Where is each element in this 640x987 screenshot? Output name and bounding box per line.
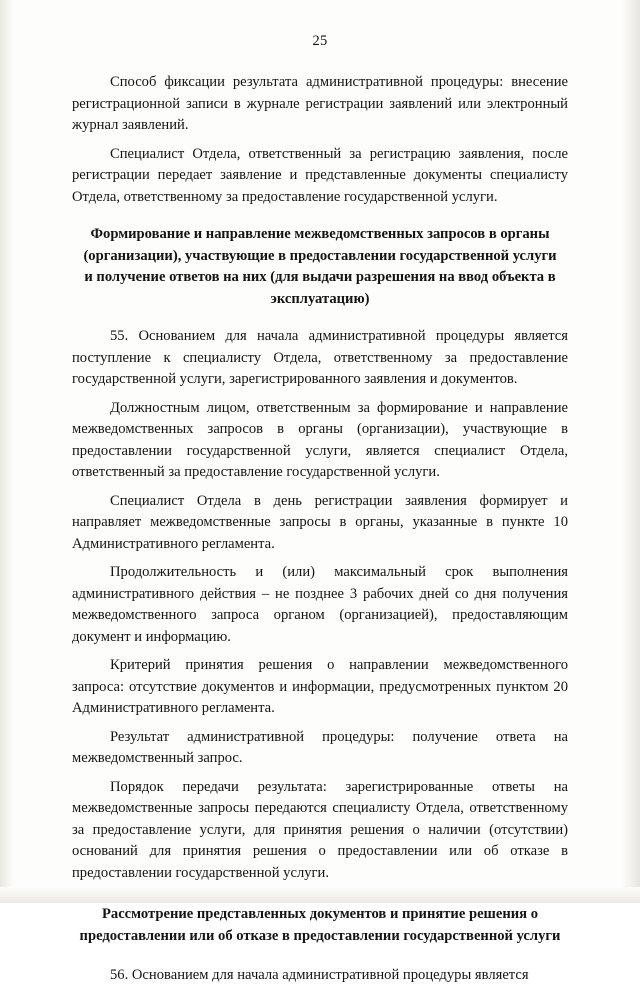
- scan-edge-right: [622, 0, 640, 903]
- paragraph-procedure-result: Результат административной процедуры: получение ответа на межведомственный запрос.: [72, 728, 568, 766]
- paragraph-56: 56. Основанием для начала административной процедуры является: [110, 967, 529, 983]
- paragraph-55: 55. Основанием для начала административной процедуры является поступление к специалисту Отдела, ответственному за предоставление государственной услуги, зарегистрированного заявления и документов.: [72, 328, 568, 387]
- paragraph-fixation-method: Способ фиксации результата административной процедуры: внесение регистрационной записи в журнале регистрации заявлений или электронный журнал заявлений.: [72, 74, 568, 133]
- document-body: [72, 72, 568, 987]
- paragraph-duration: Продолжительность и (или) максимальный срок выполнения административного действия – не позднее 3 рабочих дней со дня получения межведомственного запроса органом (организацией), предоставляющим документ и информацию.: [72, 564, 568, 645]
- scan-edge-left: [0, 0, 14, 903]
- section-heading-review-documents: Рассмотрение представленных документов и принятие решения о предоставлении или об отказе в предоставлении государственной услуги: [79, 906, 561, 944]
- page-number: 25: [312, 33, 328, 49]
- paragraph-result-transfer-order: Порядок передачи результата: зарегистрированные ответы на межведомственные запросы передаются специалисту Отдела, ответственному за предоставление услуги, для принятия решения о наличии (отсутствии) оснований для принятия решения о предоставлении или об отказе в предоставлении государственной услуги.: [72, 778, 568, 881]
- paragraph-specialist-transfer: Специалист Отдела, ответственный за регистрацию заявления, после регистрации передает заявление и представленные документы специалисту Отдела, ответственному за предоставление государственной услуги.: [72, 145, 568, 205]
- paragraph-responsible-official: Должностным лицом, ответственным за формирование и направление межведомственных запросов в органы (организации), участвующие в предоставлении государственной услуги, является специалист Отдела, ответственный за предоставление государственной услуги.: [72, 399, 568, 480]
- paragraph-decision-criterion: Критерий принятия решения о направлении межведомственного запроса: отсутствие документов и информации, предусмотренных пунктом 20 Административного регламента.: [72, 657, 568, 716]
- paragraph-requests-formation: Специалист Отдела в день регистрации заявления формирует и направляет межведомственные запросы в органы, указанные в пункте 10 Административного регламента.: [72, 492, 568, 552]
- section-heading-interagency-requests: Формирование и направление межведомственных запросов в органы (организации), участвующие в предоставлении государственной услуги и получение ответов на них (для выдачи разрешения на ввод объекта в эксплуатацию): [83, 226, 557, 307]
